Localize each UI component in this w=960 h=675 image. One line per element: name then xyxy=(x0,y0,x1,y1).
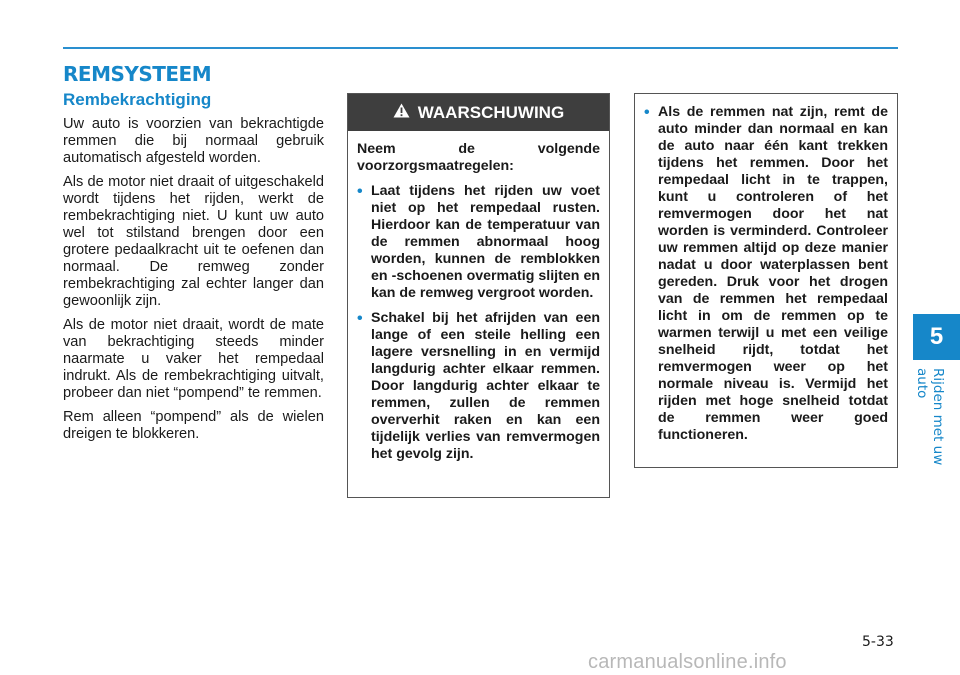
warning-bullet xyxy=(357,183,600,302)
bullet-icon: • xyxy=(357,310,363,327)
warning-bullet xyxy=(357,310,600,463)
bullet-text: Als de remmen nat zijn, remt de auto minder dan normaal en kan de auto naar één kant trekken tijdens het remmen. Door het rempedaal licht in te trappen, kunt u controleren of het remvermogen door het nat worden is verminderd. Controleer uw remmen altijd op deze manier nadat u door waterplassen bent gereden. Druk voor het drogen van de remmen het rempedaal licht in om de remmen op te warmen terwijl u met een veilige snelheid rijdt, totdat het remvermogen weer op het normale niveau is. Vermijd het rijden met hoge snelheid totdat de remmen weer goed functioneren. xyxy=(658,104,888,443)
bullet-icon: • xyxy=(644,104,650,121)
chapter-tab: 5 xyxy=(913,314,960,360)
warning-intro: Neem de volgende voorzorgsmaatregelen: xyxy=(357,141,600,174)
paragraph: Rem alleen “pompend” als de wielen dreigen te blokkeren. xyxy=(63,409,324,442)
paragraph: Als de motor niet draait of uitgeschakeld wordt tijdens het rijden, werkt de rembekrachtiging niet. U kunt uw auto wel tot stilstand brengen door een grotere pedaalkracht uit te oefenen dan normaal. De remweg zonder rembekrachtiging zal echter langer dan gewoonlijk zijn. xyxy=(63,174,324,309)
chapter-label: Rijden met uw auto xyxy=(914,368,946,466)
page-number: 5-33 xyxy=(862,634,894,650)
sub-title: Rembekrachtiging xyxy=(63,90,212,109)
warning-header xyxy=(348,94,609,131)
top-rule xyxy=(63,47,898,49)
bullet-text: Laat tijdens het rijden uw voet niet op het rempedaal rusten. Hierdoor kan de temperatuur van de remmen abnormaal hoog worden, kunnen de remblokken en -schoenen overmatig slijten en kan de remweg vergroot worden. xyxy=(371,183,600,301)
warning-triangle-icon xyxy=(393,103,410,123)
section-title: REMSYSTEEM xyxy=(63,62,212,86)
warning-bullet xyxy=(644,104,888,444)
paragraph: Als de motor niet draait, wordt de mate van bekrachtiging steeds minder naarmate u vaker het rempedaal indrukt. Als de rembekrachtiging uitvalt, probeer dan niet “pompend” te remmen. xyxy=(63,317,324,401)
warning-continued-box xyxy=(634,93,898,468)
bullet-text: Schakel bij het afrijden van een lange of een steile helling een lagere versnelling in en vermijd langdurig achter elkaar remmen. Door langdurig achter elkaar te remmen, zullen de remmen oververhit raken en kan een tijdelijk verlies van remvermogen het gevolg zijn. xyxy=(371,310,600,462)
warning-body xyxy=(348,131,609,463)
paragraph: Uw auto is voorzien van bekrachtigde remmen die bij normaal gebruik automatisch afgesteld worden. xyxy=(63,116,324,166)
warning-box xyxy=(347,93,610,498)
warning-title: WAARSCHUWING xyxy=(417,102,565,122)
bullet-icon: • xyxy=(357,183,363,200)
watermark: carmanualsonline.info xyxy=(588,651,787,673)
body-column xyxy=(63,116,324,450)
